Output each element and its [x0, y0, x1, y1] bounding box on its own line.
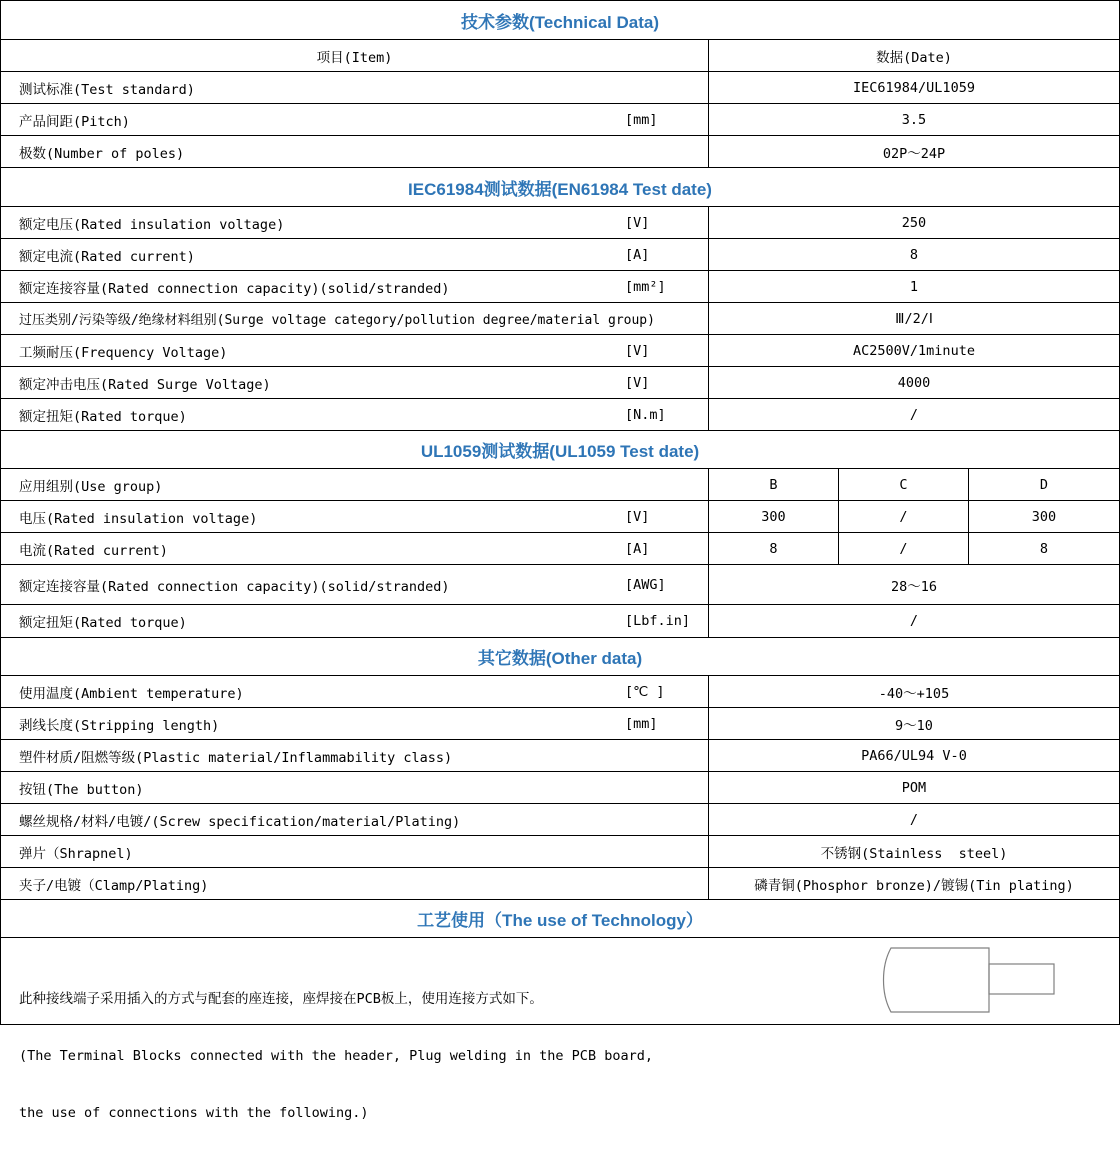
row-value: -40～+105 [708, 676, 1119, 707]
table-row [1, 533, 1119, 565]
table-row [1, 804, 1119, 836]
row-label: 按钮(The button) [19, 781, 144, 798]
table-row [1, 399, 1119, 431]
row-value: / [708, 399, 1119, 430]
row-label: 使用温度(Ambient temperature) [19, 685, 244, 702]
row-value: 28～16 [708, 565, 1119, 604]
row-label: 夹子/电镀（Clamp/Plating) [19, 877, 209, 894]
table-header-row [1, 40, 1119, 72]
table-row [1, 836, 1119, 868]
table-row [1, 335, 1119, 367]
row-label: 剥线长度(Stripping length) [19, 717, 220, 734]
row-label: 额定扭矩(Rated torque) [19, 615, 187, 631]
section-other [1, 638, 1119, 676]
table-row [1, 239, 1119, 271]
row-value: IEC61984/UL1059 [708, 72, 1119, 103]
table-row [1, 740, 1119, 772]
section-iec [1, 168, 1119, 207]
row-unit: [Lbf.in] [625, 613, 691, 629]
row-unit: [mm] [625, 111, 658, 128]
row-unit: [V] [625, 374, 650, 391]
row-value: POM [708, 772, 1119, 803]
section-title-technology: 工艺使用（The use of Technology） [417, 911, 703, 930]
row-value: AC2500V/1minute [708, 335, 1119, 366]
value-c: / [838, 501, 968, 532]
table-row [1, 136, 1119, 168]
row-label: 额定扭矩(Rated torque) [19, 408, 187, 425]
technology-note [19, 952, 653, 1161]
row-label: 塑件材质/阻燃等级(Plastic material/Inflammability class) [19, 749, 453, 766]
table-row [1, 271, 1119, 303]
row-unit: [V] [625, 508, 650, 525]
row-unit: [N.m] [625, 406, 666, 423]
technology-note-line: 此种接线端子采用插入的方式与配套的座连接，座焊接在PCB板上，使用连接方式如下。 [19, 991, 543, 1007]
row-unit: [A] [625, 246, 650, 263]
value-b: 300 [708, 501, 838, 532]
table-row [1, 207, 1119, 239]
row-value: 磷青铜(Phosphor bronze)/镀锡(Tin plating) [708, 868, 1119, 899]
row-unit: [V] [625, 342, 650, 359]
section-technology [1, 900, 1119, 938]
technology-note-line: (The Terminal Blocks connected with the header, Plug welding in the PCB board, [19, 1048, 653, 1064]
section-title-ul: UL1059测试数据(UL1059 Test date) [420, 442, 700, 461]
connection-diagram [881, 944, 1061, 1018]
header-item: 项目(Item) [316, 49, 393, 66]
table-row [1, 367, 1119, 399]
table-row [1, 868, 1119, 900]
table-row [1, 565, 1119, 605]
group-c: C [838, 469, 968, 500]
row-unit: [V] [625, 214, 650, 231]
table-row [1, 501, 1119, 533]
row-value: Ⅲ/2/Ⅰ [708, 303, 1119, 334]
row-unit: [mm²] [625, 278, 666, 295]
value-b: 8 [708, 533, 838, 564]
row-value: 3.5 [708, 104, 1119, 135]
row-value: 02P～24P [708, 136, 1119, 167]
row-value: 250 [708, 207, 1119, 238]
section-title-other: 其它数据(Other data) [477, 649, 643, 668]
table-row [1, 469, 1119, 501]
table-row [1, 708, 1119, 740]
row-label: 电压(Rated insulation voltage) [19, 510, 258, 527]
table-row [1, 605, 1119, 638]
section-technical [1, 1, 1119, 40]
row-label: 额定电压(Rated insulation voltage) [19, 216, 285, 233]
row-value: 8 [708, 239, 1119, 270]
row-label: 应用组别(Use group) [19, 478, 163, 495]
value-c: / [838, 533, 968, 564]
row-label: 产品间距(Pitch) [19, 113, 130, 130]
group-d: D [968, 469, 1119, 500]
header-data: 数据(Date) [708, 40, 1119, 71]
row-value: / [708, 605, 1119, 637]
table-row [1, 104, 1119, 136]
value-d: 8 [968, 533, 1119, 564]
row-value: 4000 [708, 367, 1119, 398]
row-label: 额定冲击电压(Rated Surge Voltage) [19, 376, 271, 393]
row-unit: [A] [625, 540, 650, 557]
row-label: 电流(Rated current) [19, 542, 168, 559]
table-row [1, 676, 1119, 708]
row-value: / [708, 804, 1119, 835]
row-label: 极数(Number of poles) [19, 145, 185, 162]
row-label: 测试标准(Test standard) [19, 81, 195, 98]
plug-outline [884, 948, 990, 1012]
row-label: 额定连接容量(Rated connection capacity)(solid/stranded) [19, 280, 450, 297]
section-ul [1, 431, 1119, 469]
group-b: B [708, 469, 838, 500]
technology-note-line: the use of connections with the following.) [19, 1105, 369, 1121]
row-value: 1 [708, 271, 1119, 302]
section-title-iec: IEC61984测试数据(EN61984 Test date) [408, 179, 712, 199]
row-label: 过压类别/污染等级/绝缘材料组别(Surge voltage category/pollution degree/material group) [19, 313, 655, 328]
row-unit: [mm] [625, 715, 658, 732]
section-title-technical: 技术参数(Technical Data) [460, 12, 660, 32]
value-d: 300 [968, 501, 1119, 532]
row-label: 工频耐压(Frequency Voltage) [19, 344, 228, 361]
table-row [1, 303, 1119, 335]
row-unit: [℃ ] [625, 683, 665, 700]
table-row [1, 772, 1119, 804]
row-label: 额定电流(Rated current) [19, 248, 195, 265]
row-label: 额定连接容量(Rated connection capacity)(solid/stranded) [19, 578, 450, 595]
row-unit: [AWG] [625, 576, 666, 593]
row-value: 不锈钢(Stainless steel) [708, 836, 1119, 867]
row-value: 9～10 [708, 708, 1119, 739]
row-value: PA66/UL94 V-0 [708, 740, 1119, 771]
row-label: 螺丝规格/材料/电镀/(Screw specification/material/Plating) [19, 813, 461, 830]
header-outline [989, 964, 1054, 994]
row-label: 弹片（Shrapnel) [19, 845, 133, 862]
table-row [1, 72, 1119, 104]
